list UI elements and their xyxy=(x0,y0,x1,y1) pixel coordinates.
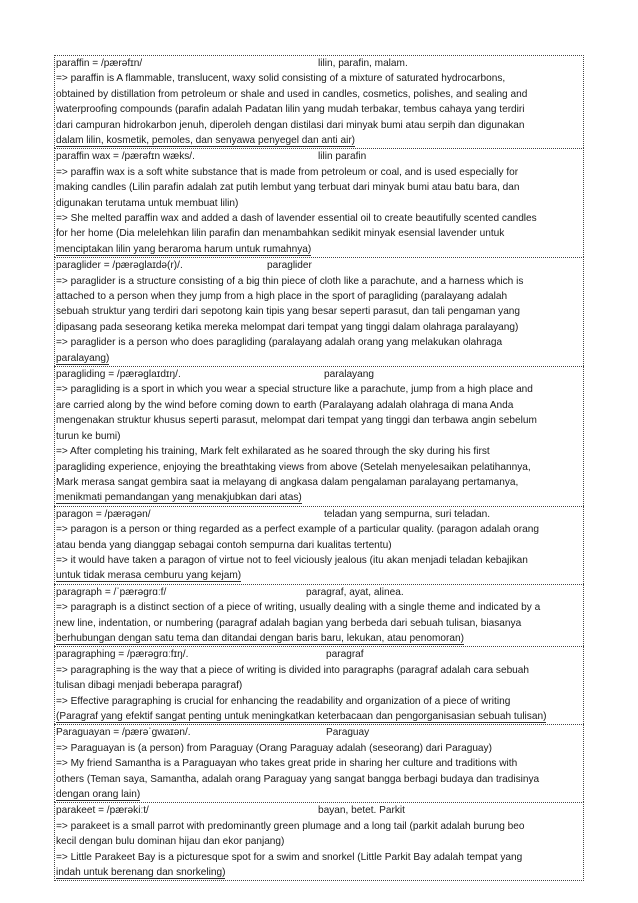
entry-text-line xyxy=(56,87,582,102)
entry-text: dari campuran hidrokarbon jenuh, diperoleh dengan distilasi dari minyak bumi atau serpih dan digunakan xyxy=(56,119,525,131)
entry-text: for her home (Dia melelehkan lilin parafin dan menambahkan sedikit minyak esensial lavender untuk xyxy=(56,228,505,240)
entry-text-line xyxy=(56,320,582,335)
entry-text: => paragliding is a sport in which you wear a special structure like a parachute, jump from a high place and xyxy=(56,384,533,396)
entry-text-line xyxy=(56,274,582,289)
entry-translation: paraglider xyxy=(267,260,312,272)
entry-text-line xyxy=(56,289,582,304)
entry-text-line xyxy=(56,133,582,148)
entry-text-line xyxy=(56,834,582,849)
entry-text: => My friend Samantha is a Paraguayan who takes great pride in sharing her culture and traditions with xyxy=(56,758,518,770)
entry-text-line xyxy=(56,490,582,505)
entry-text-line xyxy=(56,429,582,444)
entry-term: paraffin = /pærəfɪn/ xyxy=(56,58,143,69)
entry-text-line xyxy=(56,242,582,257)
entry-translation: Paraguay xyxy=(326,727,370,739)
entry-text: new line, indentation, or numbering (paragraf adalah bagian yang berbeda dari sebuah tulisan, biasanya xyxy=(56,617,522,629)
entry-text: => it would have taken a paragon of virtue not to feel viciously jealous (itu akan menjadi teladan kebajikan xyxy=(56,554,528,566)
entry-text: => Effective paragraphing is crucial for enhancing the readability and organization of a piece of writing xyxy=(56,695,511,707)
entry-text-line xyxy=(56,335,582,350)
entry-text: untuk tidak merasa cemburu yang kejam) xyxy=(56,570,242,582)
entry-text: paragliding experience, enjoying the breathtaking views from above (Setelah menyelesaikan pelatihannya, xyxy=(56,461,531,473)
entry-text-line xyxy=(56,71,582,86)
entry-text: digunakan terutama untuk membuat lilin) xyxy=(56,197,239,209)
entry-text-line xyxy=(56,522,582,537)
entry-text: dengan orang lain) xyxy=(56,788,141,800)
entry-text: kecil dengan bulu dominan hijau dan ekor panjang) xyxy=(56,836,285,848)
entry-text: dalam lilin, kosmetik, pemoles, dan senyawa penyegel dan anti air) xyxy=(56,135,356,147)
entry-text: attached to a person when they jump from a high place in the sport of paragliding (paralayang adalah xyxy=(56,291,508,303)
entry-text-line xyxy=(56,694,582,709)
entry-text-line xyxy=(56,304,582,319)
entry-translation: lilin parafin xyxy=(318,151,367,163)
entry-text: menikmati pemandangan yang menakjubkan dari atas) xyxy=(56,492,302,504)
entry-text-line xyxy=(56,118,582,133)
entry-translation: paralayang xyxy=(324,369,374,381)
entry-text-line xyxy=(56,351,582,366)
entry-text-line xyxy=(56,616,582,631)
entry-text: waterproofing compounds (parafin adalah Padatan lilin yang mudah terbakar, tembus cahaya yang terdiri xyxy=(56,104,525,116)
entry-term: paragraph = /ˈpærəgrɑːf/ xyxy=(56,586,167,598)
entry-translation: teladan yang sempurna, suri teladan. xyxy=(324,508,491,520)
dictionary-entry xyxy=(54,506,584,584)
entry-text: atau benda yang dianggap sebagai contoh sempurna dari kualitas tertentu) xyxy=(56,539,392,551)
entry-text-line xyxy=(56,460,582,475)
dictionary-page xyxy=(54,55,584,881)
dictionary-entry xyxy=(54,55,584,148)
dictionary-entry xyxy=(54,148,584,257)
entry-text-line xyxy=(56,787,582,802)
entry-text: mengenakan struktur khusus seperti parasut, melompat dari tempat yang tinggi dan terbawa angin sebelum xyxy=(56,415,537,427)
entry-text: (Paragraf yang efektif sangat penting untuk meningkatkan keterbacaan dan pengorganisasian sebuah tulisan) xyxy=(56,710,547,722)
entry-text: paralayang) xyxy=(56,352,110,364)
entry-text-line xyxy=(56,756,582,771)
entry-text: => Little Parakeet Bay is a picturesque spot for a swim and snorkel (Little Parkit Bay adalah tempat yang xyxy=(56,851,523,863)
entry-text-line xyxy=(56,398,582,413)
dictionary-entry xyxy=(54,724,584,802)
entry-text-line xyxy=(56,553,582,568)
entry-text-line xyxy=(56,819,582,834)
entry-term: paragon = /pærəgən/ xyxy=(56,508,151,520)
entry-header xyxy=(56,725,582,740)
entry-text: turun ke bumi) xyxy=(56,430,121,442)
entry-text-line xyxy=(56,102,582,117)
entry-term: Paraguayan = /pærəˈgwaɪən/. xyxy=(56,727,191,739)
entry-text-line xyxy=(56,663,582,678)
entry-text: Mark merasa sangat gembira saat ia melayang di angkasa dalam pengalaman paralayang pertamanya, xyxy=(56,476,519,488)
entry-header xyxy=(56,507,582,522)
entry-text: => parakeet is a small parrot with predominantly green plumage and a long tail (parkit adalah burung beo xyxy=(56,820,525,832)
entry-text-line xyxy=(56,865,582,880)
entry-translation: paragraf xyxy=(326,649,364,661)
entry-text-line xyxy=(56,413,582,428)
entry-text-line xyxy=(56,850,582,865)
entry-text: indah untuk berenang dan snorkeling) xyxy=(56,866,226,878)
entry-text: => paragraphing is the way that a piece of writing is divided into paragraphs (paragraf adalah cara sebuah xyxy=(56,664,530,676)
entry-text: => paragon is a person or thing regarded as a perfect example of a particular quality. (paragon adalah orang xyxy=(56,524,539,536)
entry-term: paragraphing = /pærəgrɑːfɪŋ/. xyxy=(56,649,189,661)
entry-header xyxy=(56,585,582,600)
entry-text-line xyxy=(56,709,582,724)
entry-header xyxy=(56,149,582,164)
entry-text-line xyxy=(56,772,582,787)
entry-text: sebuah struktur yang terdiri dari sepotong kain tipis yang besar seperti parasut, dan tali pengaman yang xyxy=(56,306,521,318)
entry-text: obtained by distillation from petroleum or shale and used in candles, cosmetics, polishes, and sealing and xyxy=(56,88,528,100)
entry-translation: bayan, betet. Parkit xyxy=(318,805,405,817)
entry-header xyxy=(56,56,582,71)
entry-text-line xyxy=(56,600,582,615)
entry-text: => paraffin wax is a soft white substance that is made from petroleum or coal, and is used especially for xyxy=(56,166,519,178)
entry-header xyxy=(56,367,582,382)
dictionary-entry xyxy=(54,646,584,724)
entry-term: paragliding = /pærəglaɪdɪŋ/. xyxy=(56,369,181,381)
entry-text: dipasang pada seseorang ketika mereka melompat dari tempat yang tinggi dalam olahraga paralayang) xyxy=(56,321,519,333)
entry-header xyxy=(56,803,582,818)
dictionary-entry xyxy=(54,802,584,881)
entry-text-line xyxy=(56,382,582,397)
entry-translation: lilin, parafin, malam. xyxy=(318,58,408,69)
entry-text-line xyxy=(56,196,582,211)
entry-text: => paraglider is a structure consisting of a big thin piece of cloth like a parachute, and a harness which is xyxy=(56,275,524,287)
entry-text: berhubungan dengan satu tema dan ditandai dengan baris baru, lekukan, atau penomoran) xyxy=(56,632,464,644)
entry-text: => Paraguayan is (a person) from Paraguay (Orang Paraguay adalah (seseorang) dari Paraguay) xyxy=(56,742,492,754)
entry-header xyxy=(56,258,582,273)
entry-text-line xyxy=(56,678,582,693)
entry-term: parakeet = /pærəkiːt/ xyxy=(56,805,149,817)
entry-text-line xyxy=(56,568,582,583)
dictionary-entry xyxy=(54,257,584,366)
entry-text: others (Teman saya, Samantha, adalah orang Paraguay yang sangat bangga berbagi budaya dan tradisinya xyxy=(56,773,540,785)
entry-text: tulisan dibagi menjadi beberapa paragraf) xyxy=(56,680,243,692)
entry-term: paraffin wax = /pærəfɪn wæks/. xyxy=(56,151,195,163)
entry-text-line xyxy=(56,165,582,180)
entry-text-line xyxy=(56,180,582,195)
entry-text-line xyxy=(56,475,582,490)
entry-text-line xyxy=(56,538,582,553)
entry-header xyxy=(56,647,582,662)
dictionary-entry xyxy=(54,366,584,506)
entry-text: => paragraph is a distinct section of a piece of writing, usually dealing with a single theme and indicated by a xyxy=(56,602,541,614)
entry-text-line xyxy=(56,211,582,226)
entry-text: => She melted paraffin wax and added a dash of lavender essential oil to create beautifully scented candles xyxy=(56,213,537,225)
entry-translation: paragraf, ayat, alinea. xyxy=(306,586,404,598)
entry-text: menciptakan lilin yang beraroma harum untuk rumahnya) xyxy=(56,243,312,255)
entry-text-line xyxy=(56,444,582,459)
entry-term: paraglider = /pærəglaɪdə(r)/. xyxy=(56,260,183,272)
dictionary-entry xyxy=(54,584,584,647)
entry-text-line xyxy=(56,226,582,241)
entry-text: => After completing his training, Mark felt exhilarated as he soared through the sky during his first xyxy=(56,446,490,458)
entry-text: => paraglider is a person who does paragliding (paralayang adalah orang yang melakukan olahraga xyxy=(56,337,503,349)
entry-text-line xyxy=(56,631,582,646)
entry-text-line xyxy=(56,741,582,756)
entry-text: are carried along by the wind before coming down to earth (Paralayang adalah olahraga di mana Anda xyxy=(56,399,514,411)
entry-text: => paraffin is A flammable, translucent, waxy solid consisting of a mixture of saturated hydrocarbons, xyxy=(56,73,506,85)
entry-text: making candles (Lilin parafin adalah zat putih lembut yang terbuat dari minyak bumi atau batu bara, dan xyxy=(56,182,520,194)
